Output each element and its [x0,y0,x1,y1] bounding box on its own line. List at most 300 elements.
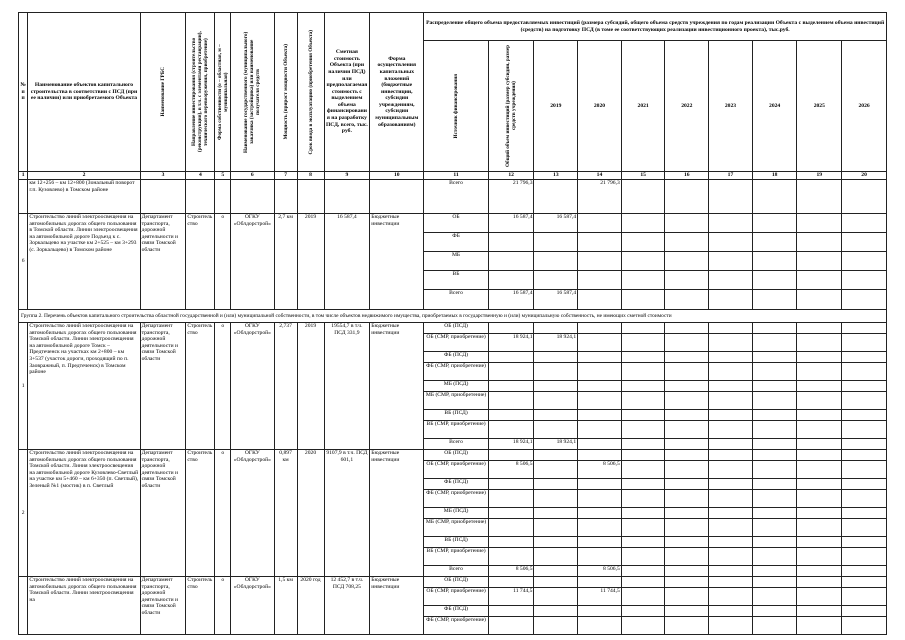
year-2020-cell: 21 796,3 [578,180,622,214]
empty-cell [665,381,709,392]
empty-cell [752,450,797,461]
empty-cell [797,588,842,606]
document-sheet [18,12,887,623]
empty-cell [534,508,578,519]
empty-cell [752,290,797,310]
empty-cell [665,439,709,450]
empty-cell [797,214,842,233]
empty-cell [842,363,887,381]
total-cell: 11 744,5 [488,588,534,606]
object-capacity: 2,737 [274,323,297,450]
total-cell: 8 506,5 [488,461,534,479]
table-row: МБ (СМР, приобретение) [19,519,887,537]
object-capacity: 1,5 км [274,577,297,635]
empty-cell [534,461,578,479]
empty-cell [797,290,842,310]
empty-cell [578,352,622,363]
source-cell: Всего [424,290,488,310]
object-term: 2020 год [297,577,324,635]
object-direction: Строительство [186,577,215,635]
header-year-2023: 2023 [709,41,753,172]
empty-cell [578,290,622,310]
col-number: 12 [488,172,534,180]
empty-cell [621,421,665,439]
header-capacity: Мощность (прирост мощности Объекта) [274,13,297,172]
object-grbs: Департамент транспорта, дорожной деятельности и связи Томской области [140,450,186,577]
empty-cell [709,271,753,290]
empty-cell [752,548,797,566]
empty-cell [752,519,797,537]
empty-cell [752,352,797,363]
col-number: 6 [231,172,275,180]
empty-cell [842,537,887,548]
object-cost: 19554,7 в т.ч. ПСД 331,9 [324,323,370,450]
table-row: МБ (СМР, приобретение) [19,392,887,410]
empty-cell [797,566,842,577]
empty-cell [842,588,887,606]
empty-cell [709,588,753,606]
empty-cell [709,290,753,310]
empty-cell [797,577,842,588]
empty-cell [621,566,665,577]
empty-cell [709,461,753,479]
year-2019-cell: 16 587,4 [534,290,578,310]
table-row: ФБ (СМР, приобретение) [19,490,887,508]
table-row: МБ (ПСД) [19,508,887,519]
empty-cell [752,392,797,410]
source-cell: Всего [424,180,488,214]
empty-cell [665,479,709,490]
header-no: № пп [19,13,28,172]
empty-cell [534,537,578,548]
col-number: 1 [19,172,28,180]
empty-cell [709,617,753,635]
header-row-1 [19,13,887,41]
header-year-2022: 2022 [665,41,709,172]
object-form: Бюджетные инвестиции [370,323,424,450]
empty-cell [797,421,842,439]
object-direction: Строительство [186,214,215,310]
empty-cell [752,588,797,606]
object-term: 2019 [297,214,324,310]
col-number: 14 [578,172,622,180]
empty-cell [797,537,842,548]
empty-cell [842,606,887,617]
empty-cell [578,214,622,233]
empty-cell [621,537,665,548]
empty-cell [797,323,842,334]
table-row: ФБ (СМР, приобретение) [19,617,887,635]
object-cost: 9107,9 в т.ч. ПСД 601,1 [324,450,370,577]
empty-cell [665,548,709,566]
object-customer: ОГКУ «Облдорстрой» [231,450,275,577]
empty-cell [797,334,842,352]
total-cell: 8 506,5 [488,566,534,577]
empty-cell [665,271,709,290]
empty-cell [842,271,887,290]
empty-cell [665,323,709,334]
empty-cell [665,490,709,508]
year-2019-cell: 18 924,1 [534,334,578,352]
total-cell: 21 796,3 [488,180,534,214]
empty-cell [578,252,622,271]
empty-cell [578,439,622,450]
empty-cell [842,392,887,410]
empty-cell [709,439,753,450]
empty-cell [621,271,665,290]
empty-cell [797,519,842,537]
empty-cell [709,252,753,271]
empty-cell [534,588,578,606]
empty-cell [709,519,753,537]
object-grbs: Департамент транспорта, дорожной деятельности и связи Томской области [140,214,186,310]
total-cell: 16 587,4 [488,290,534,310]
col-number: 18 [752,172,797,180]
empty-cell [665,410,709,421]
object-direction: Строительство [186,450,215,577]
object-grbs: Департамент транспорта, дорожной деятельности и связи Томской области [140,323,186,450]
empty-cell [621,290,665,310]
header-distribution: Распределение общего объема предоставляемых инвестиций (размера субсидий, общего объема средств учреждения по годам реализации Объекта с выделением объема инвестиций (средств) на подготовку ПСД (в томе ее соответствующих реализации инвестиционного проекта), тыс.руб. [424,13,887,41]
empty-cell [534,617,578,635]
empty-cell [797,461,842,479]
empty-cell [665,363,709,381]
table-row: ФБ (ПСД) [19,352,887,363]
object-number: 2 [19,450,28,577]
empty-cell [842,214,887,233]
empty-cell [842,323,887,334]
empty-cell [665,421,709,439]
empty-cell [709,490,753,508]
object-cost: 16 587,4 [324,214,370,310]
empty-cell [842,490,887,508]
empty-cell [621,479,665,490]
empty-cell [797,606,842,617]
empty-cell [578,271,622,290]
empty-cell [665,606,709,617]
col-number: 7 [274,172,297,180]
col-number: 11 [424,172,488,180]
empty-cell [709,352,753,363]
empty-cell [797,548,842,566]
header-total-volume: Общий объем инвестиций (размер субсидии, размер средств учреждения) [488,41,534,172]
empty-cell [621,323,665,334]
empty-cell [842,252,887,271]
empty-cell [709,508,753,519]
object-name: Строительство линий электроосвещения на автомобильных дорогах общего пользования Томской области. Линии электроосвещения на [28,577,140,635]
empty-cell [621,352,665,363]
object-form: Бюджетные инвестиции [370,450,424,577]
empty-cell [709,214,753,233]
investment-table [18,12,887,635]
header-grbs: Наименование ГРБС [140,13,186,172]
empty-cell [665,392,709,410]
empty-cell [665,450,709,461]
empty-cell [797,490,842,508]
empty-cell [578,334,622,352]
empty-cell [709,566,753,577]
object-customer: ОГКУ «Облдорстрой» [231,323,275,450]
empty-cell [621,392,665,410]
year-2020-cell: 11 744,5 [578,588,622,606]
table-row: ВБ (ПСД) [19,537,887,548]
col-number: 20 [842,172,887,180]
empty-cell [842,519,887,537]
group-heading: Группа 2. Перечень объектов капитального строительства областной государственной и (или) муниципальной собственности, в том числе объектов недвижимого имущества, приобретаемых в государственную и (или) муниципальную собственность, не имеющих сметной стоимости [19,310,887,323]
source-cell: ФБ [424,233,488,252]
empty-cell [709,410,753,421]
empty-cell [709,323,753,334]
empty-cell [665,290,709,310]
column-number-row [19,172,887,180]
empty-cell [578,233,622,252]
empty-cell [797,439,842,450]
empty-cell [752,214,797,233]
object-name: км 12+256 – км 12+800 (Зональный поворот г.п. Кузовлево) в Томском районе [28,180,140,214]
empty-cell [752,508,797,519]
empty-cell [709,233,753,252]
empty-cell [621,214,665,233]
empty-cell [665,588,709,606]
empty-cell [621,490,665,508]
source-cell: ОБ [424,214,488,233]
empty-cell [709,606,753,617]
object-customer: ОГКУ «Облдорстрой» [231,214,275,310]
empty-cell [752,421,797,439]
empty-cell [842,461,887,479]
empty-cell [534,548,578,566]
empty-cell [752,490,797,508]
empty-cell [621,588,665,606]
table-row: ФБ (СМР, приобретение) [19,363,887,381]
object-ownership: о [215,577,231,635]
table-row [19,214,887,233]
empty-cell [752,479,797,490]
empty-cell [752,323,797,334]
empty-cell [621,508,665,519]
empty-cell [534,577,578,588]
empty-cell [797,450,842,461]
table-row: МБ (ПСД) [19,381,887,392]
object-number: 6 [19,214,28,310]
empty-cell [842,548,887,566]
empty-cell [578,381,622,392]
table-row: Всего 18 924,1 18 924,1 [19,439,887,450]
object-capacity: 2,7 км [274,214,297,310]
year-2019-cell: 18 924,1 [534,439,578,450]
empty-cell [797,392,842,410]
col-number: 3 [140,172,186,180]
col-number: 15 [621,172,665,180]
object-ownership: о [215,214,231,310]
empty-cell [842,617,887,635]
header-name: Наименование объектов капитального строительства в соответствии с ПСД (при ее наличии) или приобретаемого Объекта [28,13,140,172]
empty-cell [797,617,842,635]
empty-cell [534,606,578,617]
table-row: ВБ (СМР, приобретение) [19,548,887,566]
empty-cell [752,617,797,635]
empty-cell [842,233,887,252]
empty-cell [534,519,578,537]
empty-cell [797,352,842,363]
total-cell: 16 587,4 [488,214,534,233]
col-number: 9 [324,172,370,180]
empty-cell [621,450,665,461]
empty-cell [665,461,709,479]
empty-cell [797,233,842,252]
empty-cell [842,381,887,392]
source-cell: ВБ [424,271,488,290]
empty-cell [665,352,709,363]
table-row: 2 Строительство линий электроосвещения на автомобильных дорогах общего пользования Томской области. Линия электроосвещения на автомобильной дороге Кузовлево-Светлый на участке км 5+460 – км 6+350 (п. Светлый), Зеленый №1 (мостик) в п. Светлый Департамент транспорта, дорожной деятельности и связи Томской области Строительство о ОГКУ «Облдорстрой» 0,897 км 2020 9107,9 в т.ч. ПСД 601,1 Бюджетные инвестиции ОБ (ПСД) [19,450,887,461]
total-cell: 18 924,1 [488,439,534,450]
empty-cell [709,537,753,548]
table-row: ОБ (СМР, приобретение) 8 506,5 8 506,5 [19,461,887,479]
header-form: Форма осуществления капитальных вложений (бюджетные инвестиции, субсидии учреждениям, субсидии муниципальным образованиям) [370,13,424,172]
empty-cell [797,381,842,392]
empty-cell [842,334,887,352]
empty-cell [752,410,797,421]
empty-cell [665,566,709,577]
empty-cell [621,410,665,421]
object-grbs: Департамент транспорта, дорожной деятельности и связи Томской области [140,577,186,635]
empty-cell [709,479,753,490]
object-ownership: о [215,450,231,577]
empty-cell [578,392,622,410]
empty-cell [842,421,887,439]
empty-cell [752,537,797,548]
empty-cell [797,479,842,490]
empty-cell [709,363,753,381]
empty-cell [752,363,797,381]
empty-cell [842,439,887,450]
empty-cell [534,566,578,577]
object-name: Строительство линий электроосвещения на автомобильных дорогах общего пользования Томской области. Линии электроосвещения на автомобильной дороге Томск – Предтеченск на участках км 2+800 – км 3+537 (участок дороги, проходящий по п. Заовражный, п. Предтеченск) в Томском районе [28,323,140,450]
empty-cell [621,461,665,479]
col-number: 19 [797,172,842,180]
empty-cell [842,479,887,490]
empty-cell [752,577,797,588]
object-customer: ОГКУ «Облдорстрой» [231,577,275,635]
empty-cell [665,508,709,519]
empty-cell [752,381,797,392]
empty-cell [621,334,665,352]
empty-cell [665,617,709,635]
empty-cell [842,290,887,310]
empty-cell [534,479,578,490]
header-customer: Наименование государственного (муниципального) заказчика (застройщика) или наименование получателя средств [231,13,275,172]
table-row: ВБ (СМР, приобретение) [19,421,887,439]
empty-cell [709,548,753,566]
empty-cell [621,381,665,392]
empty-cell [665,334,709,352]
header-year-2026: 2026 [842,41,887,172]
empty-cell [621,252,665,271]
table-row: 1 Строительство линий электроосвещения на автомобильных дорогах общего пользования Томской области. Линии электроосвещения на автомобильной дороге Томск – Предтеченск на участках км 2+800 – км 3+537 (участок дороги, проходящий по п. Заовражный, п. Предтеченск) в Томском районе Департамент транспорта, дорожной деятельности и связи Томской области Строительство о ОГКУ «Облдорстрой» 2,737 2019 19554,7 в т.ч. ПСД 331,9 Бюджетные инвестиции ОБ (ПСД) [19,323,887,334]
empty-cell [797,410,842,421]
header-year-2024: 2024 [752,41,797,172]
header-term: Срок ввода в эксплуатацию (приобретения Объекта) [297,13,324,172]
empty-cell [578,363,622,381]
header-cost: Сметная стоимость Объекта (при наличии ПСД) или предполагаемая стоимость с выделением объема финансирования на разработку ПСД, всего, тыс. руб. [324,13,370,172]
empty-cell [842,566,887,577]
object-form: Бюджетные инвестиции [370,214,424,310]
empty-cell [621,577,665,588]
object-cost: 12 452,7 в т.ч. ПСД 708,25 [324,577,370,635]
empty-cell [578,410,622,421]
empty-cell [752,334,797,352]
header-year-2021: 2021 [621,41,665,172]
year-2019-cell: 16 587,4 [534,214,578,233]
object-number: 1 [19,323,28,450]
table-row: ОБ (СМР, приобретение) 18 924,1 18 924,1 [19,334,887,352]
table-row: Строительство линий электроосвещения на автомобильных дорогах общего пользования Томской области. Линии электроосвещения на Департамент транспорта, дорожной деятельности и связи Томской области Строительство о ОГКУ «Облдорстрой» 1,5 км 2020 год 12 452,7 в т.ч. ПСД 708,25 Бюджетные инвестиции ОБ (ПСД) [19,577,887,588]
col-number: 17 [709,172,753,180]
empty-cell [709,450,753,461]
empty-cell [797,363,842,381]
header-ownership: Форма собственности (о – областная, м – муниципальная) [215,13,231,172]
object-name: Строительство линий электроосвещения на автомобильных дорогах общего пользования Томской области. Линия электроосвещения на автомобильной дороге Кузовлево-Светлый на участке км 5+460 – км 6+350 (п. Светлый), Зеленый №1 (мостик) в п. Светлый [28,450,140,577]
empty-cell [752,566,797,577]
empty-cell [752,461,797,479]
col-number: 10 [370,172,424,180]
object-direction: Строительство [186,323,215,450]
col-number: 13 [534,172,578,180]
empty-cell [752,271,797,290]
empty-cell [534,450,578,461]
empty-cell [709,577,753,588]
object-form: Бюджетные инвестиции [370,577,424,635]
header-direction: Направление инвестирования (строительство (реконструкция), в т.ч. с элементами реставрации), технического перевооружения, приобретение) [186,13,215,172]
table-row: ФБ (ПСД) [19,606,887,617]
empty-cell [665,252,709,271]
empty-cell [621,548,665,566]
object-term: 2020 [297,450,324,577]
empty-cell [709,421,753,439]
empty-cell [752,252,797,271]
empty-cell [842,508,887,519]
table-row: ОБ (СМР, приобретение) 11 744,5 11 744,5 [19,588,887,606]
col-number: 2 [28,172,140,180]
empty-cell [752,606,797,617]
header-source: Источник финансирования [424,41,488,172]
year-2020-cell: 8 506,5 [578,566,622,577]
table-row: ФБ (ПСД) [19,479,887,490]
empty-cell [665,519,709,537]
col-number: 16 [665,172,709,180]
empty-cell [752,439,797,450]
header-year-2019: 2019 [534,41,578,172]
empty-cell [621,233,665,252]
group-heading-row [19,310,887,323]
empty-cell [842,352,887,363]
empty-cell [709,392,753,410]
year-2020-cell: 8 506,5 [578,461,622,479]
empty-cell [621,439,665,450]
col-number: 8 [297,172,324,180]
empty-cell [621,617,665,635]
object-ownership: о [215,323,231,450]
empty-cell [797,271,842,290]
empty-cell [621,363,665,381]
empty-cell [665,577,709,588]
empty-cell [665,233,709,252]
object-term: 2019 [297,323,324,450]
source-cell: МБ [424,252,488,271]
object-capacity: 0,897 км [274,450,297,577]
object-name: Строительство линий электроосвещения на автомобильных дорогах общего пользования в Томской области. Линии электроосвещения на автомобильной дороге Подъезд к с. Зоркальцево на участке км 2+525 – км 3+293 (с. Зоркальцево) в Томском районе [28,214,140,310]
table-row: ВБ (ПСД) [19,410,887,421]
